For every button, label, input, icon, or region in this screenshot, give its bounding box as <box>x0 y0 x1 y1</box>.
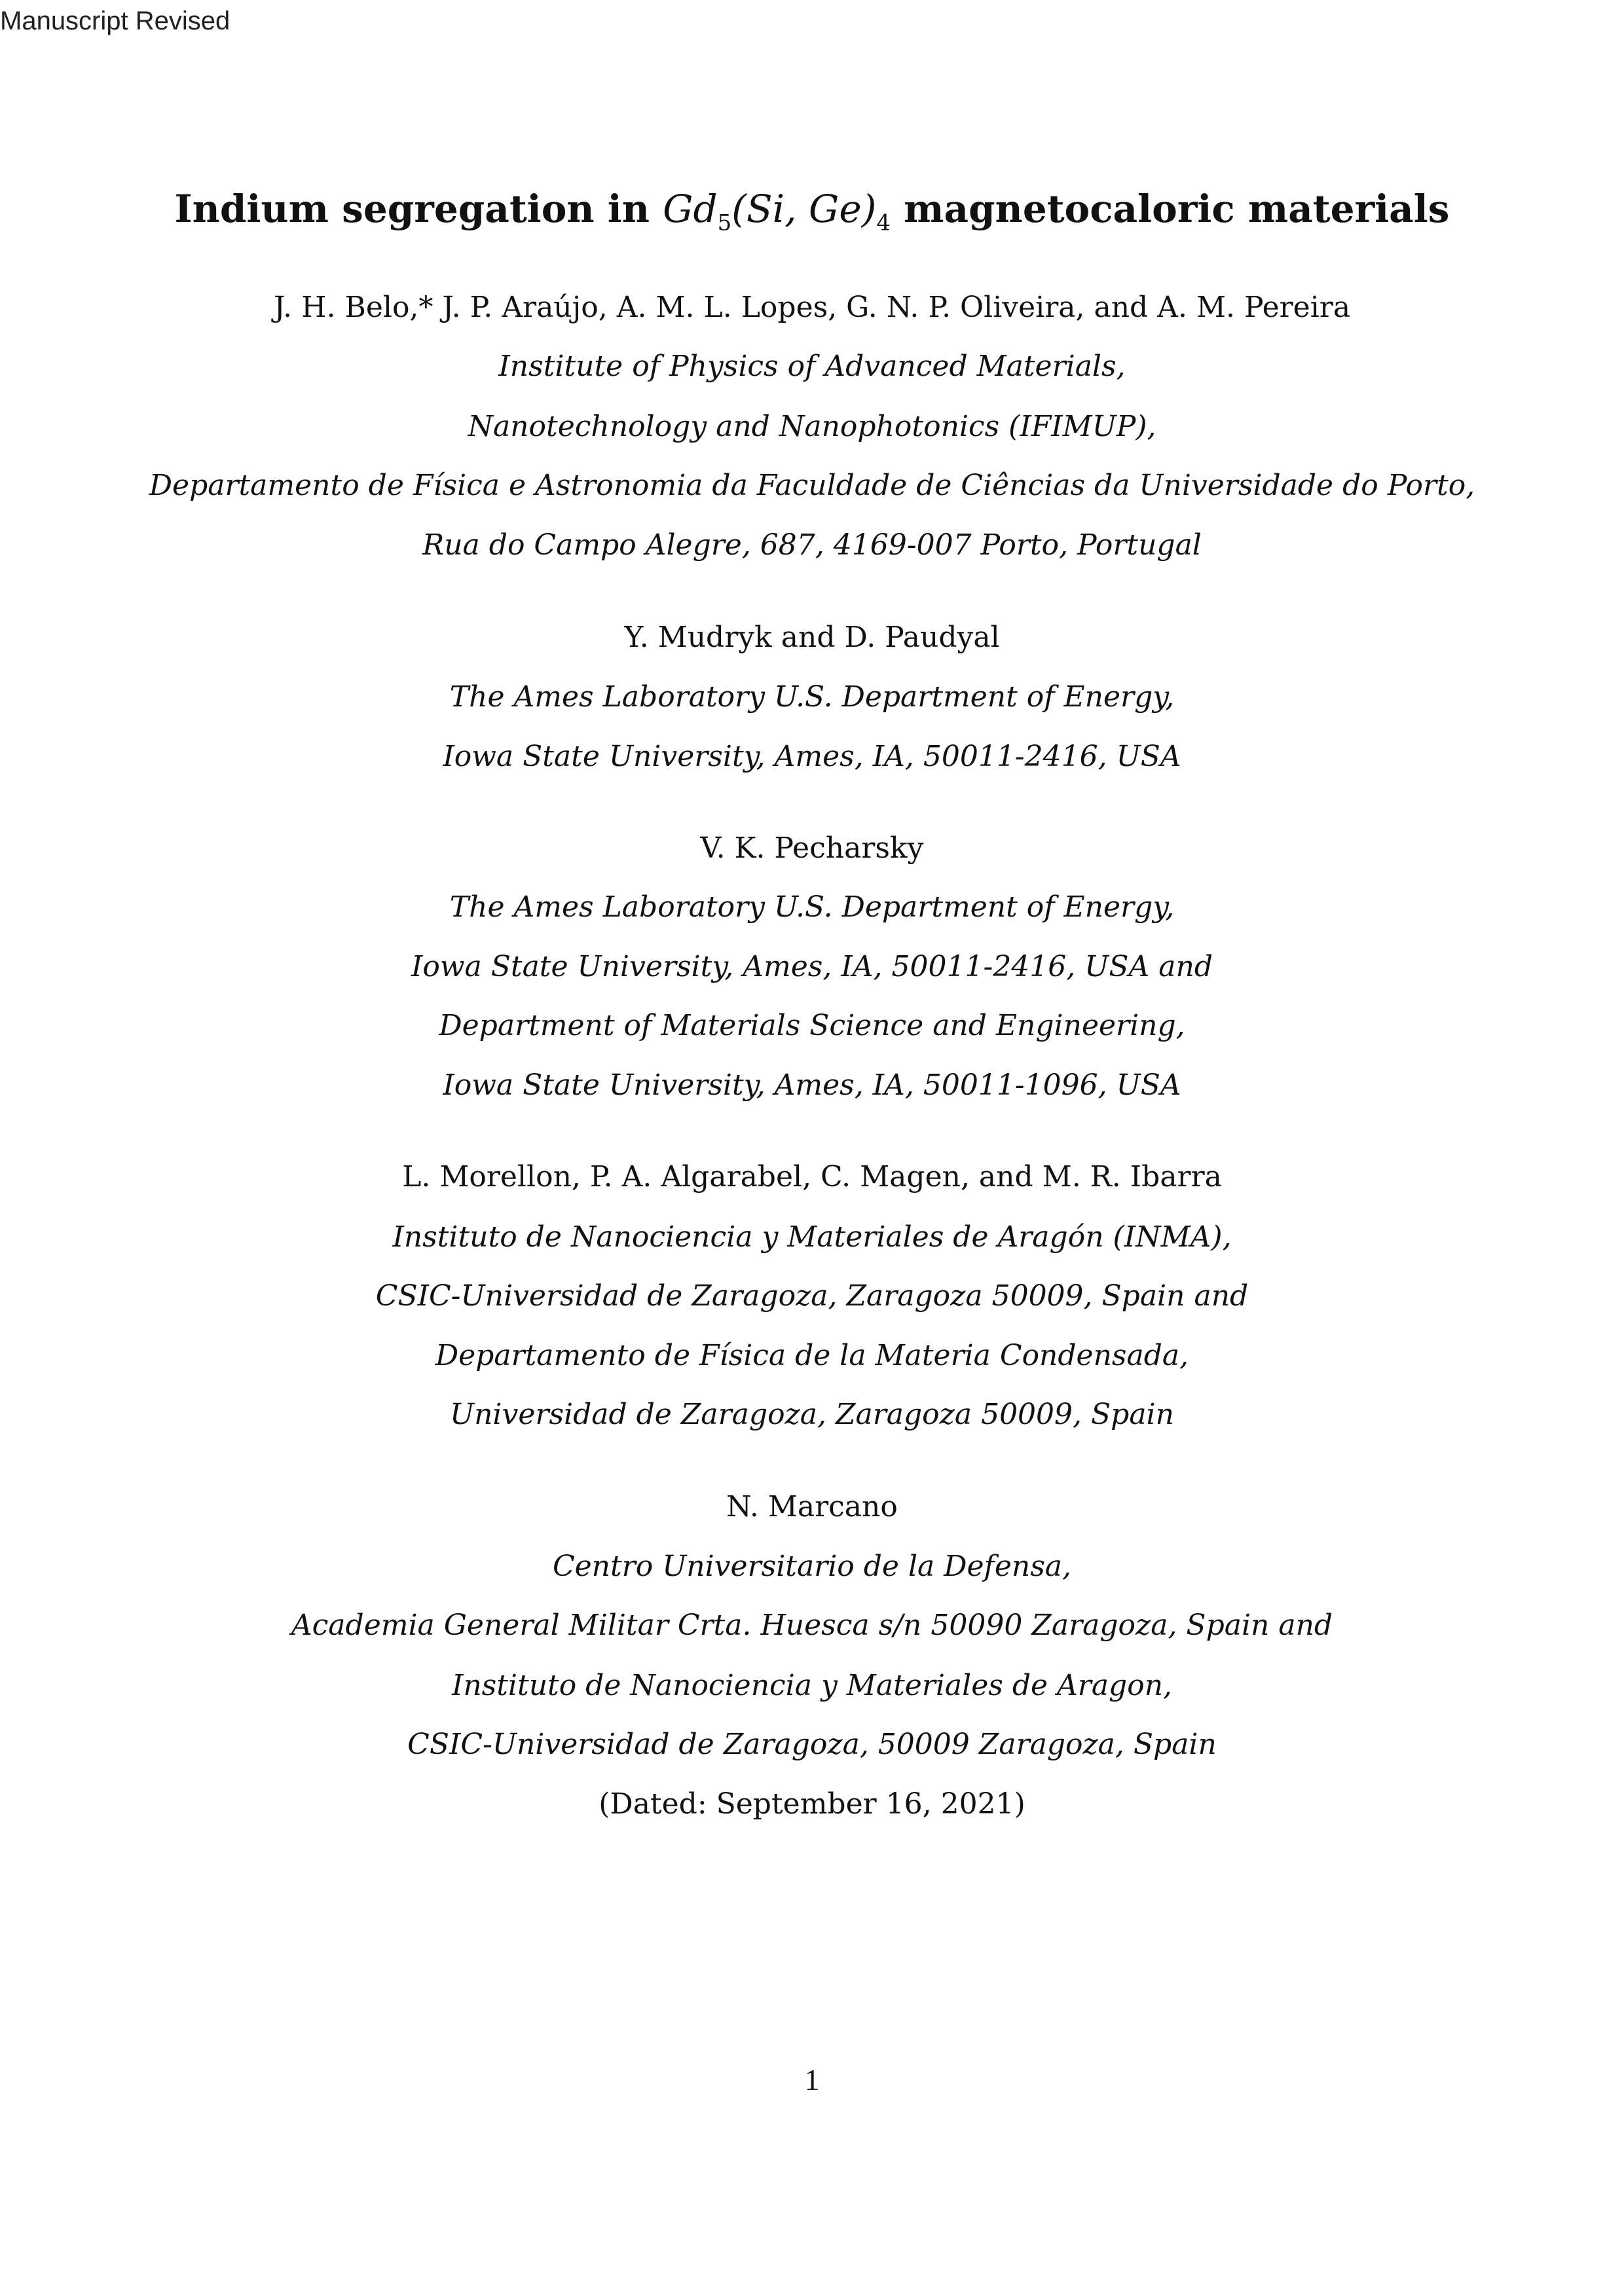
title-formula: $Gd_5(Si$, $Ge)_4$ <box>663 187 891 236</box>
author-line: N. Marcano <box>726 1490 898 1523</box>
affiliation-line: Nanotechnology and Nanophotonics (IFIMUP), <box>468 410 1156 443</box>
page-number: 1 <box>804 2063 820 2096</box>
affiliation-line: CSIC-Universidad de Zaragoza, 50009 Zaragoza, Spain <box>407 1728 1217 1761</box>
affiliation-line: Departamento de Física de la Materia Condensada, <box>435 1339 1189 1372</box>
affiliation-line: CSIC-Universidad de Zaragoza, Zaragoza 50009, Spain and <box>375 1279 1249 1313</box>
author-line: J. H. Belo,* J. P. Araújo, A. M. L. Lopes, G. N. P. Oliveira, and A. M. Pereira <box>273 291 1351 324</box>
affiliation-line: Instituto de Nanociencia y Materiales de Aragon, <box>451 1669 1173 1702</box>
affiliation-line: Rua do Campo Alegre, 687, 4169-007 Porto, Portugal <box>422 528 1202 562</box>
author-line: V. K. Pecharsky <box>700 831 924 865</box>
affiliation-line: Iowa State University, Ames, IA, 50011-1096, USA <box>443 1068 1181 1102</box>
title-prefix: Indium segregation in <box>174 187 663 231</box>
author-line: Y. Mudryk and D. Paudyal <box>624 621 1000 654</box>
affiliation-line: Iowa State University, Ames, IA, 50011-2416, USA and <box>411 950 1213 983</box>
dated-line: (Dated: September 16, 2021) <box>599 1787 1025 1821</box>
affiliation-line: Departamento de Física e Astronomia da Faculdade de Ciências da Universidade do Porto, <box>149 469 1475 502</box>
affiliation-line: The Ames Laboratory U.S. Department of Energy, <box>449 890 1175 924</box>
affiliation-line: Institute of Physics of Advanced Materials, <box>498 350 1126 383</box>
affiliation-line: Centro Universitario de la Defensa, <box>552 1550 1072 1583</box>
affiliation-line: Iowa State University, Ames, IA, 50011-2416, USA <box>443 740 1181 773</box>
affiliation-line: Instituto de Nanociencia y Materiales de Aragón (INMA), <box>392 1220 1232 1254</box>
affiliation-line: Universidad de Zaragoza, Zaragoza 50009, Spain <box>450 1398 1174 1431</box>
affiliation-line: Department of Materials Science and Engineering, <box>439 1009 1185 1042</box>
affiliation-line: Academia General Militar Crta. Huesca s/n 50090 Zaragoza, Spain and <box>291 1609 1333 1642</box>
affiliation-line: The Ames Laboratory U.S. Department of Energy, <box>449 680 1175 714</box>
author-line: L. Morellon, P. A. Algarabel, C. Magen, and M. R. Ibarra <box>402 1160 1222 1194</box>
manuscript-revised-label: Manuscript Revised <box>0 7 231 35</box>
paper-title <box>0 187 1624 236</box>
title-suffix: magnetocaloric materials <box>890 187 1450 231</box>
